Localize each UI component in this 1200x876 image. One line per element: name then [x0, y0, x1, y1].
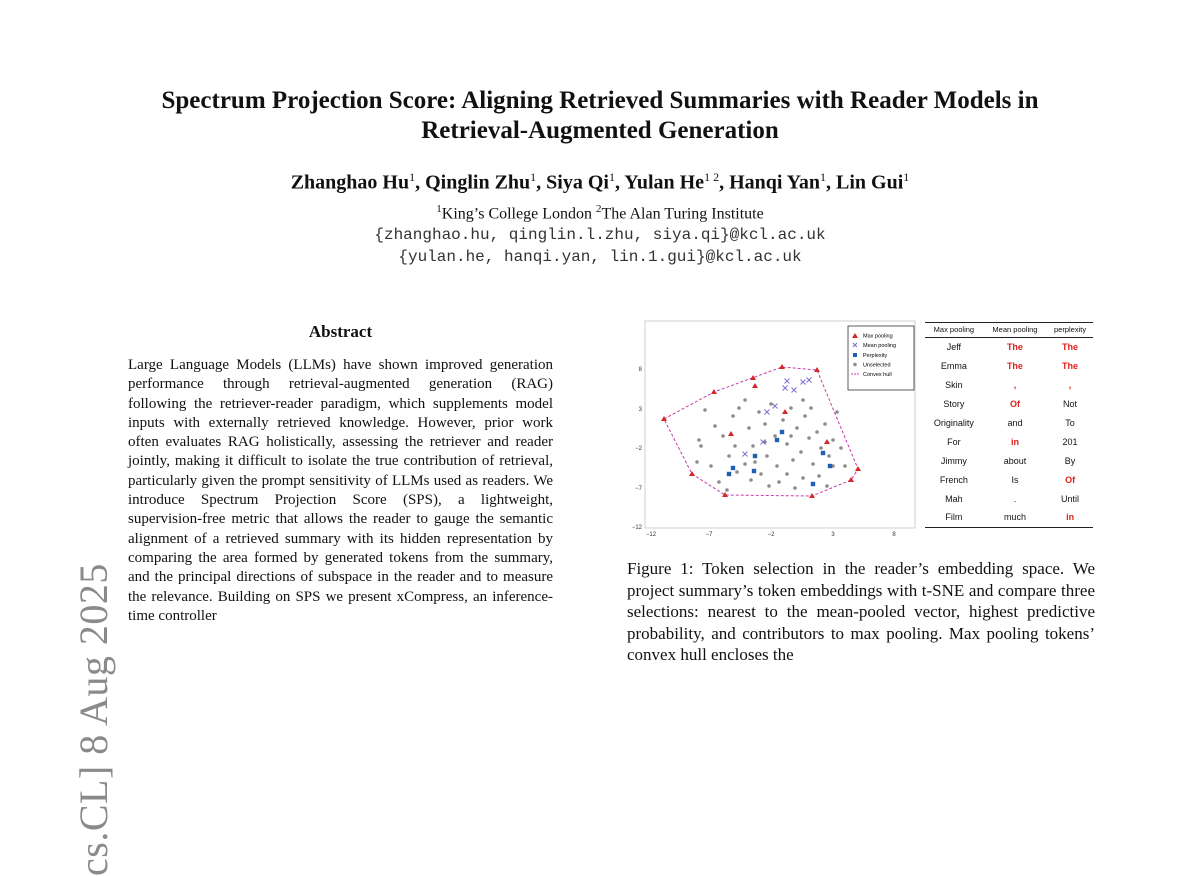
max-pooling-point: [752, 383, 758, 388]
y-tick-label: 8: [638, 367, 642, 373]
paper-title: [0, 86, 1200, 146]
max-pooling-point: [809, 493, 815, 498]
table-cell: in: [1010, 436, 1019, 447]
unselected-point: [789, 406, 793, 410]
unselected-point: [793, 486, 797, 490]
aff2-mark: 2: [595, 203, 602, 215]
unselected-point: [763, 422, 767, 426]
unselected-point: [735, 470, 739, 474]
author-6-aff: 1: [903, 170, 910, 184]
unselected-point: [831, 438, 835, 442]
perplexity-point: [780, 430, 784, 434]
mean-pooling-point: [743, 452, 748, 457]
y-tick-label: −2: [635, 446, 642, 452]
aff1-mark: 1: [436, 203, 442, 215]
unselected-point: [785, 472, 789, 476]
perplexity-point: [753, 454, 757, 458]
mean-pooling-point: [807, 378, 812, 383]
unselected-point: [839, 446, 843, 450]
unselected-point: [695, 460, 699, 464]
circle-icon: [853, 363, 857, 367]
table-cell: much: [983, 508, 1047, 527]
unselected-point: [709, 464, 713, 468]
x-tick-label: −7: [705, 532, 713, 538]
mean-pooling-point: [773, 404, 778, 409]
author-1-aff: 1: [409, 170, 416, 184]
table-cell: Originality: [933, 418, 974, 428]
unselected-point: [777, 480, 781, 484]
unselected-point: [791, 458, 795, 462]
y-tick-label: −7: [635, 486, 642, 492]
legend-label: Mean pooling: [863, 343, 897, 349]
unselected-point: [733, 444, 737, 448]
unselected-point: [785, 442, 789, 446]
arxiv-identifier: [26, 336, 116, 876]
legend-label: Perplexity: [863, 353, 888, 359]
table-cell: Skin: [945, 380, 963, 391]
author-3: Siya Qi: [546, 171, 609, 194]
unselected-point: [725, 488, 729, 492]
abstract-heading: Abstract: [308, 322, 373, 341]
table-header-row: [925, 323, 1093, 338]
unselected-point: [801, 476, 805, 480]
table-cell: The: [1006, 342, 1023, 353]
x-tick-label: −2: [767, 532, 775, 538]
square-icon: [853, 353, 857, 357]
perplexity-point: [727, 472, 731, 476]
max-pooling-points: [661, 364, 861, 498]
unselected-point: [753, 460, 757, 464]
unselected-point: [801, 398, 805, 402]
table-row: [925, 395, 1093, 414]
table-row: [925, 508, 1093, 527]
unselected-point: [717, 480, 721, 484]
table-row: [925, 376, 1093, 395]
unselected-point: [699, 444, 703, 448]
author-5-aff: 1: [820, 170, 827, 184]
email-line-2: {yulan.he, hanqi.yan, lin.1.gui}@kcl.ac.uk: [398, 248, 802, 266]
unselected-point: [769, 402, 773, 406]
aff2-name: The Alan Turing Institute: [601, 205, 764, 223]
unselected-point: [697, 438, 701, 442]
unselected-point: [759, 472, 763, 476]
table-row: [925, 451, 1093, 470]
unselected-points: [695, 398, 847, 492]
y-tick-label: −12: [631, 525, 642, 531]
aff1-name: King’s College London: [441, 205, 596, 223]
table-cell: Of: [1009, 399, 1020, 410]
max-pooling-point: [728, 431, 734, 436]
author-4-aff: 1 2: [704, 170, 720, 184]
unselected-point: [823, 422, 827, 426]
unselected-point: [767, 484, 771, 488]
table-cell: Emma: [940, 361, 967, 372]
table-cell: For: [947, 436, 961, 447]
mean-pooling-point: [765, 410, 770, 415]
unselected-point: [781, 418, 785, 422]
unselected-point: [773, 434, 777, 438]
table-cell: Jimmy: [940, 455, 967, 466]
title-line-2: Retrieval-Augmented Generation: [421, 117, 779, 144]
unselected-point: [803, 414, 807, 418]
table-cell: Not: [1063, 399, 1078, 410]
unselected-point: [825, 484, 829, 488]
table-header: perplexity: [1047, 323, 1093, 338]
author-2: Qinglin Zhu: [425, 171, 531, 194]
unselected-point: [799, 450, 803, 454]
table-cell: Film: [925, 508, 983, 527]
mean-pooling-point: [792, 388, 797, 393]
author-4: Yulan He: [624, 171, 705, 194]
unselected-point: [727, 454, 731, 458]
title-line-1: Spectrum Projection Score: Aligning Retrieved Summaries with Reader Models in: [161, 87, 1039, 114]
perplexity-point: [821, 451, 825, 455]
mean-pooling-point: [785, 379, 790, 384]
unselected-point: [703, 408, 707, 412]
mean-pooling-point: [801, 380, 806, 385]
table-cell: The: [1062, 342, 1079, 353]
table-cell: Of: [1065, 474, 1076, 485]
table-header: Max pooling: [925, 323, 983, 338]
author-1: Zhanghao Hu: [290, 171, 410, 194]
table-row: [925, 357, 1093, 376]
table-row: [925, 489, 1093, 508]
table-cell: .: [1013, 493, 1017, 504]
figure-caption: Figure 1: Token selection in the reader’s embedding space. We project summary’s token embeddings with t-SNE and compare three selections: nearest to the mean-pooled vector, highest predictive probability, and contributors to max pooling. Max pooling tokens’ convex hull encloses the: [627, 559, 1095, 664]
x-tick-labels: [646, 532, 896, 538]
arxiv-identifier-text: cs.CL] 8 Aug 2025: [71, 563, 116, 876]
token-selection-table: [925, 322, 1093, 528]
unselected-point: [789, 434, 793, 438]
table-cell: in: [1047, 508, 1093, 527]
legend-label: Unselected: [863, 362, 891, 369]
table-cell: By: [1064, 455, 1076, 466]
author-5: Hanqi Yan: [729, 171, 821, 194]
author-3-aff: 1: [608, 170, 615, 184]
author-2-aff: 1: [530, 170, 537, 184]
table-cell: Mah: [945, 493, 963, 504]
unselected-point: [807, 436, 811, 440]
unselected-point: [743, 398, 747, 402]
table-cell: about: [1003, 455, 1027, 466]
table-row: [925, 338, 1093, 357]
table-body: [925, 338, 1093, 528]
table-cell: To: [1065, 418, 1075, 428]
unselected-point: [843, 464, 847, 468]
unselected-point: [749, 478, 753, 482]
legend: [848, 326, 914, 390]
unselected-point: [815, 430, 819, 434]
unselected-point: [827, 454, 831, 458]
unselected-point: [747, 426, 751, 430]
perplexity-point: [731, 466, 735, 470]
max-pooling-point: [779, 364, 785, 369]
unselected-point: [817, 474, 821, 478]
unselected-point: [819, 446, 823, 450]
author-list: Zhanghao Hu$^1$, Qinglin Zhu$^1$, Siya Qi$^1$, Yulan $He^{1 2}$, Hanqi Yan$^1$, Lin Gui$^1$: [290, 170, 910, 194]
unselected-point: [731, 414, 735, 418]
table-cell: Until: [1061, 493, 1080, 504]
table-cell: ,: [1068, 380, 1072, 391]
table-row: [925, 470, 1093, 489]
max-pooling-point: [711, 389, 717, 394]
unselected-point: [835, 410, 839, 414]
x-tick-label: 8: [892, 532, 896, 538]
unselected-point: [713, 424, 717, 428]
perplexity-point: [752, 469, 756, 473]
max-pooling-point: [661, 416, 667, 421]
max-pooling-point: [750, 375, 756, 380]
table-cell: The: [1062, 361, 1079, 372]
table-cell: Is: [1011, 474, 1019, 485]
table-row: [925, 414, 1093, 433]
table-cell: The: [1006, 361, 1023, 372]
legend-label: Max pooling: [863, 333, 893, 340]
perplexity-points: [727, 430, 832, 486]
abstract-text: Large Language Models (LLMs) have shown improved generation performance through retrieval-augmented generation (RAG) following the retriever-reader paradigm, which supplements model inputs with externally retrieved knowledge. However, prior work often evaluates RAG holistically, assessing the retriever and reader jointly, making it difficult to isolate the true contribution of retrieval, particularly given the prompt sensitivity of LLMs used as readers. We introduce Spectrum Projection Score (SPS), a lightweight, supervision-free metric that allows the reader to gauge the semantic alignment of a retrieved summary with its hidden representation by comparing the area formed by generated tokens from the summary, and the principal directions of subspace in the reader and to measure the relevance. Building on SPS we present xCompress, an inference-time controller: [128, 357, 553, 624]
author-6: Lin Gui: [836, 171, 904, 194]
table-cell: French: [939, 474, 968, 485]
unselected-point: [751, 444, 755, 448]
convex-hull: [664, 367, 858, 496]
mean-pooling-point: [783, 386, 788, 391]
max-pooling-point: [855, 466, 861, 471]
affiliations: [0, 203, 1200, 223]
perplexity-point: [811, 482, 815, 486]
unselected-point: [809, 406, 813, 410]
max-pooling-point: [824, 439, 830, 444]
unselected-point: [743, 462, 747, 466]
x-tick-label: 3: [831, 532, 835, 538]
unselected-point: [811, 462, 815, 466]
unselected-point: [757, 410, 761, 414]
perplexity-point: [828, 464, 832, 468]
unselected-point: [765, 454, 769, 458]
x-tick-label: −12: [645, 532, 657, 538]
email-line-1: {zhanghao.hu, qinglin.l.zhu, siya.qi}@kcl.ac.uk: [374, 226, 826, 244]
y-tick-label: 3: [638, 407, 642, 413]
table-cell: ,: [1013, 380, 1017, 391]
legend-label: Convex hull: [863, 372, 892, 378]
max-pooling-point: [848, 477, 854, 482]
unselected-point: [775, 464, 779, 468]
table-header: Mean pooling: [983, 323, 1047, 338]
table-cell: and: [1007, 418, 1023, 428]
max-pooling-point: [722, 492, 728, 497]
unselected-point: [795, 426, 799, 430]
table-cell: 201: [1062, 436, 1078, 447]
unselected-point: [721, 434, 725, 438]
y-tick-labels: [632, 367, 643, 531]
perplexity-point: [775, 438, 779, 442]
table-row: [925, 432, 1093, 451]
max-pooling-point: [782, 409, 788, 414]
table-cell: Jeff: [946, 342, 962, 353]
table-cell: Story: [943, 399, 965, 410]
max-pooling-point: [689, 471, 695, 476]
unselected-point: [737, 406, 741, 410]
